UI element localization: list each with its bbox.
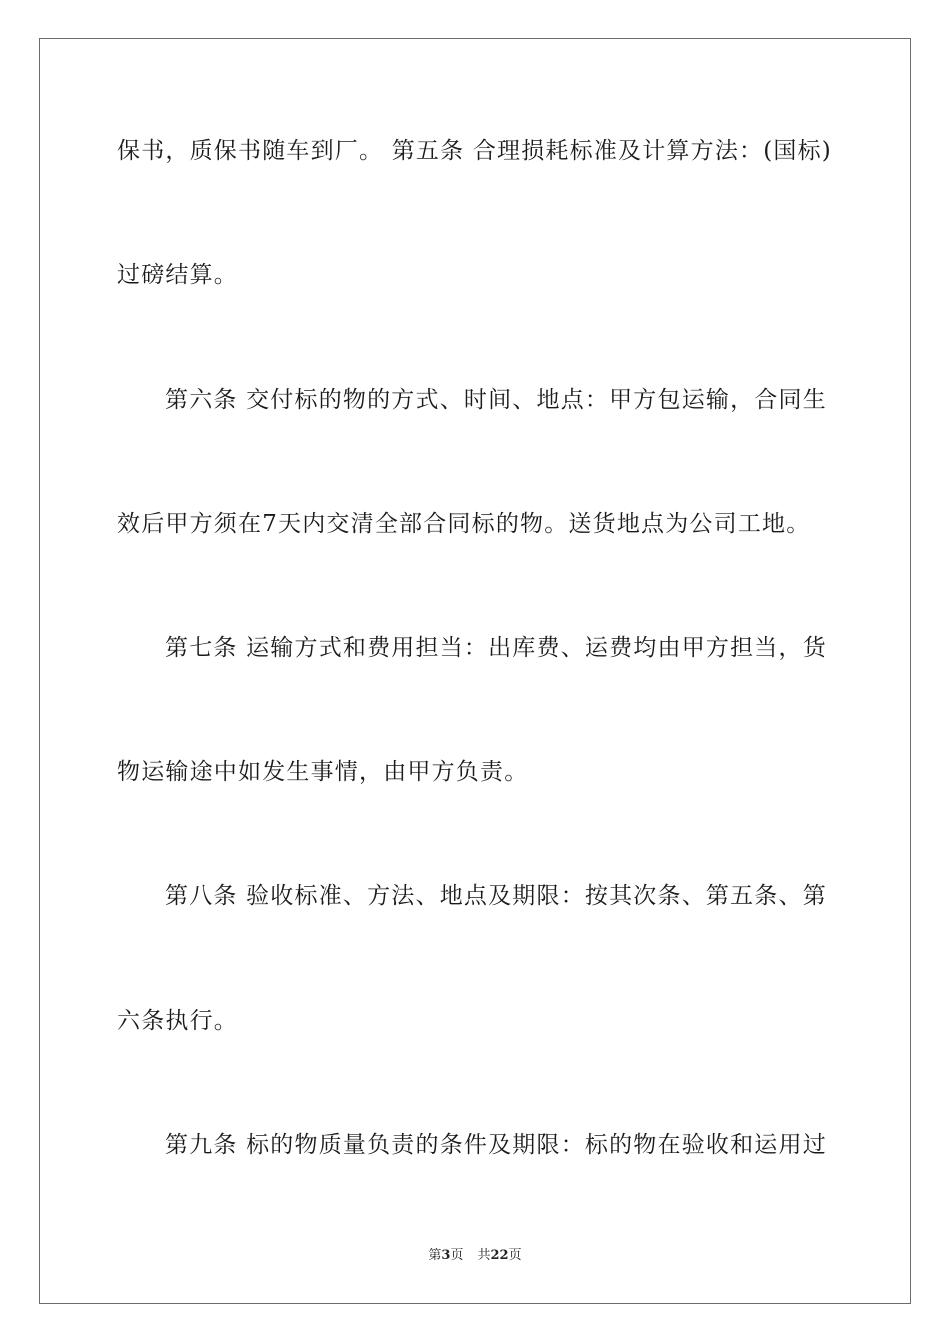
paragraph-line-7: 第八条 验收标准、方法、地点及期限：按其次条、第五条、第 <box>165 883 827 909</box>
paragraph-line-6: 物运输途中如发生事情，由甲方负责。 <box>117 759 529 785</box>
total-suffix: 页 <box>508 1248 522 1263</box>
page-border <box>39 38 911 1304</box>
paragraph-line-9: 第九条 标的物质量负责的条件及期限：标的物在验收和运用过 <box>165 1132 827 1158</box>
paragraph-line-8: 六条执行。 <box>117 1008 238 1034</box>
paragraph-line-4: 效后甲方须在7天内交清全部合同标的物。送货地点为公司工地。 <box>117 511 811 537</box>
page-footer <box>0 1248 950 1264</box>
paragraph-line-3: 第六条 交付标的物的方式、时间、地点：甲方包运输，合同生 <box>165 387 827 413</box>
page-suffix: 页 <box>450 1248 464 1263</box>
page-current-number: 3 <box>441 1248 451 1263</box>
paragraph-line-1: 保书，质保书随车到厂。 第五条 合理损耗标准及计算方法：(国标) <box>117 138 832 164</box>
page-prefix: 第 <box>428 1248 442 1263</box>
paragraph-line-2: 过磅结算。 <box>117 262 238 288</box>
page-total-number: 22 <box>490 1248 509 1263</box>
total-prefix: 共 <box>477 1248 491 1263</box>
paragraph-line-5: 第七条 运输方式和费用担当：出库费、运费均由甲方担当，货 <box>165 635 827 661</box>
